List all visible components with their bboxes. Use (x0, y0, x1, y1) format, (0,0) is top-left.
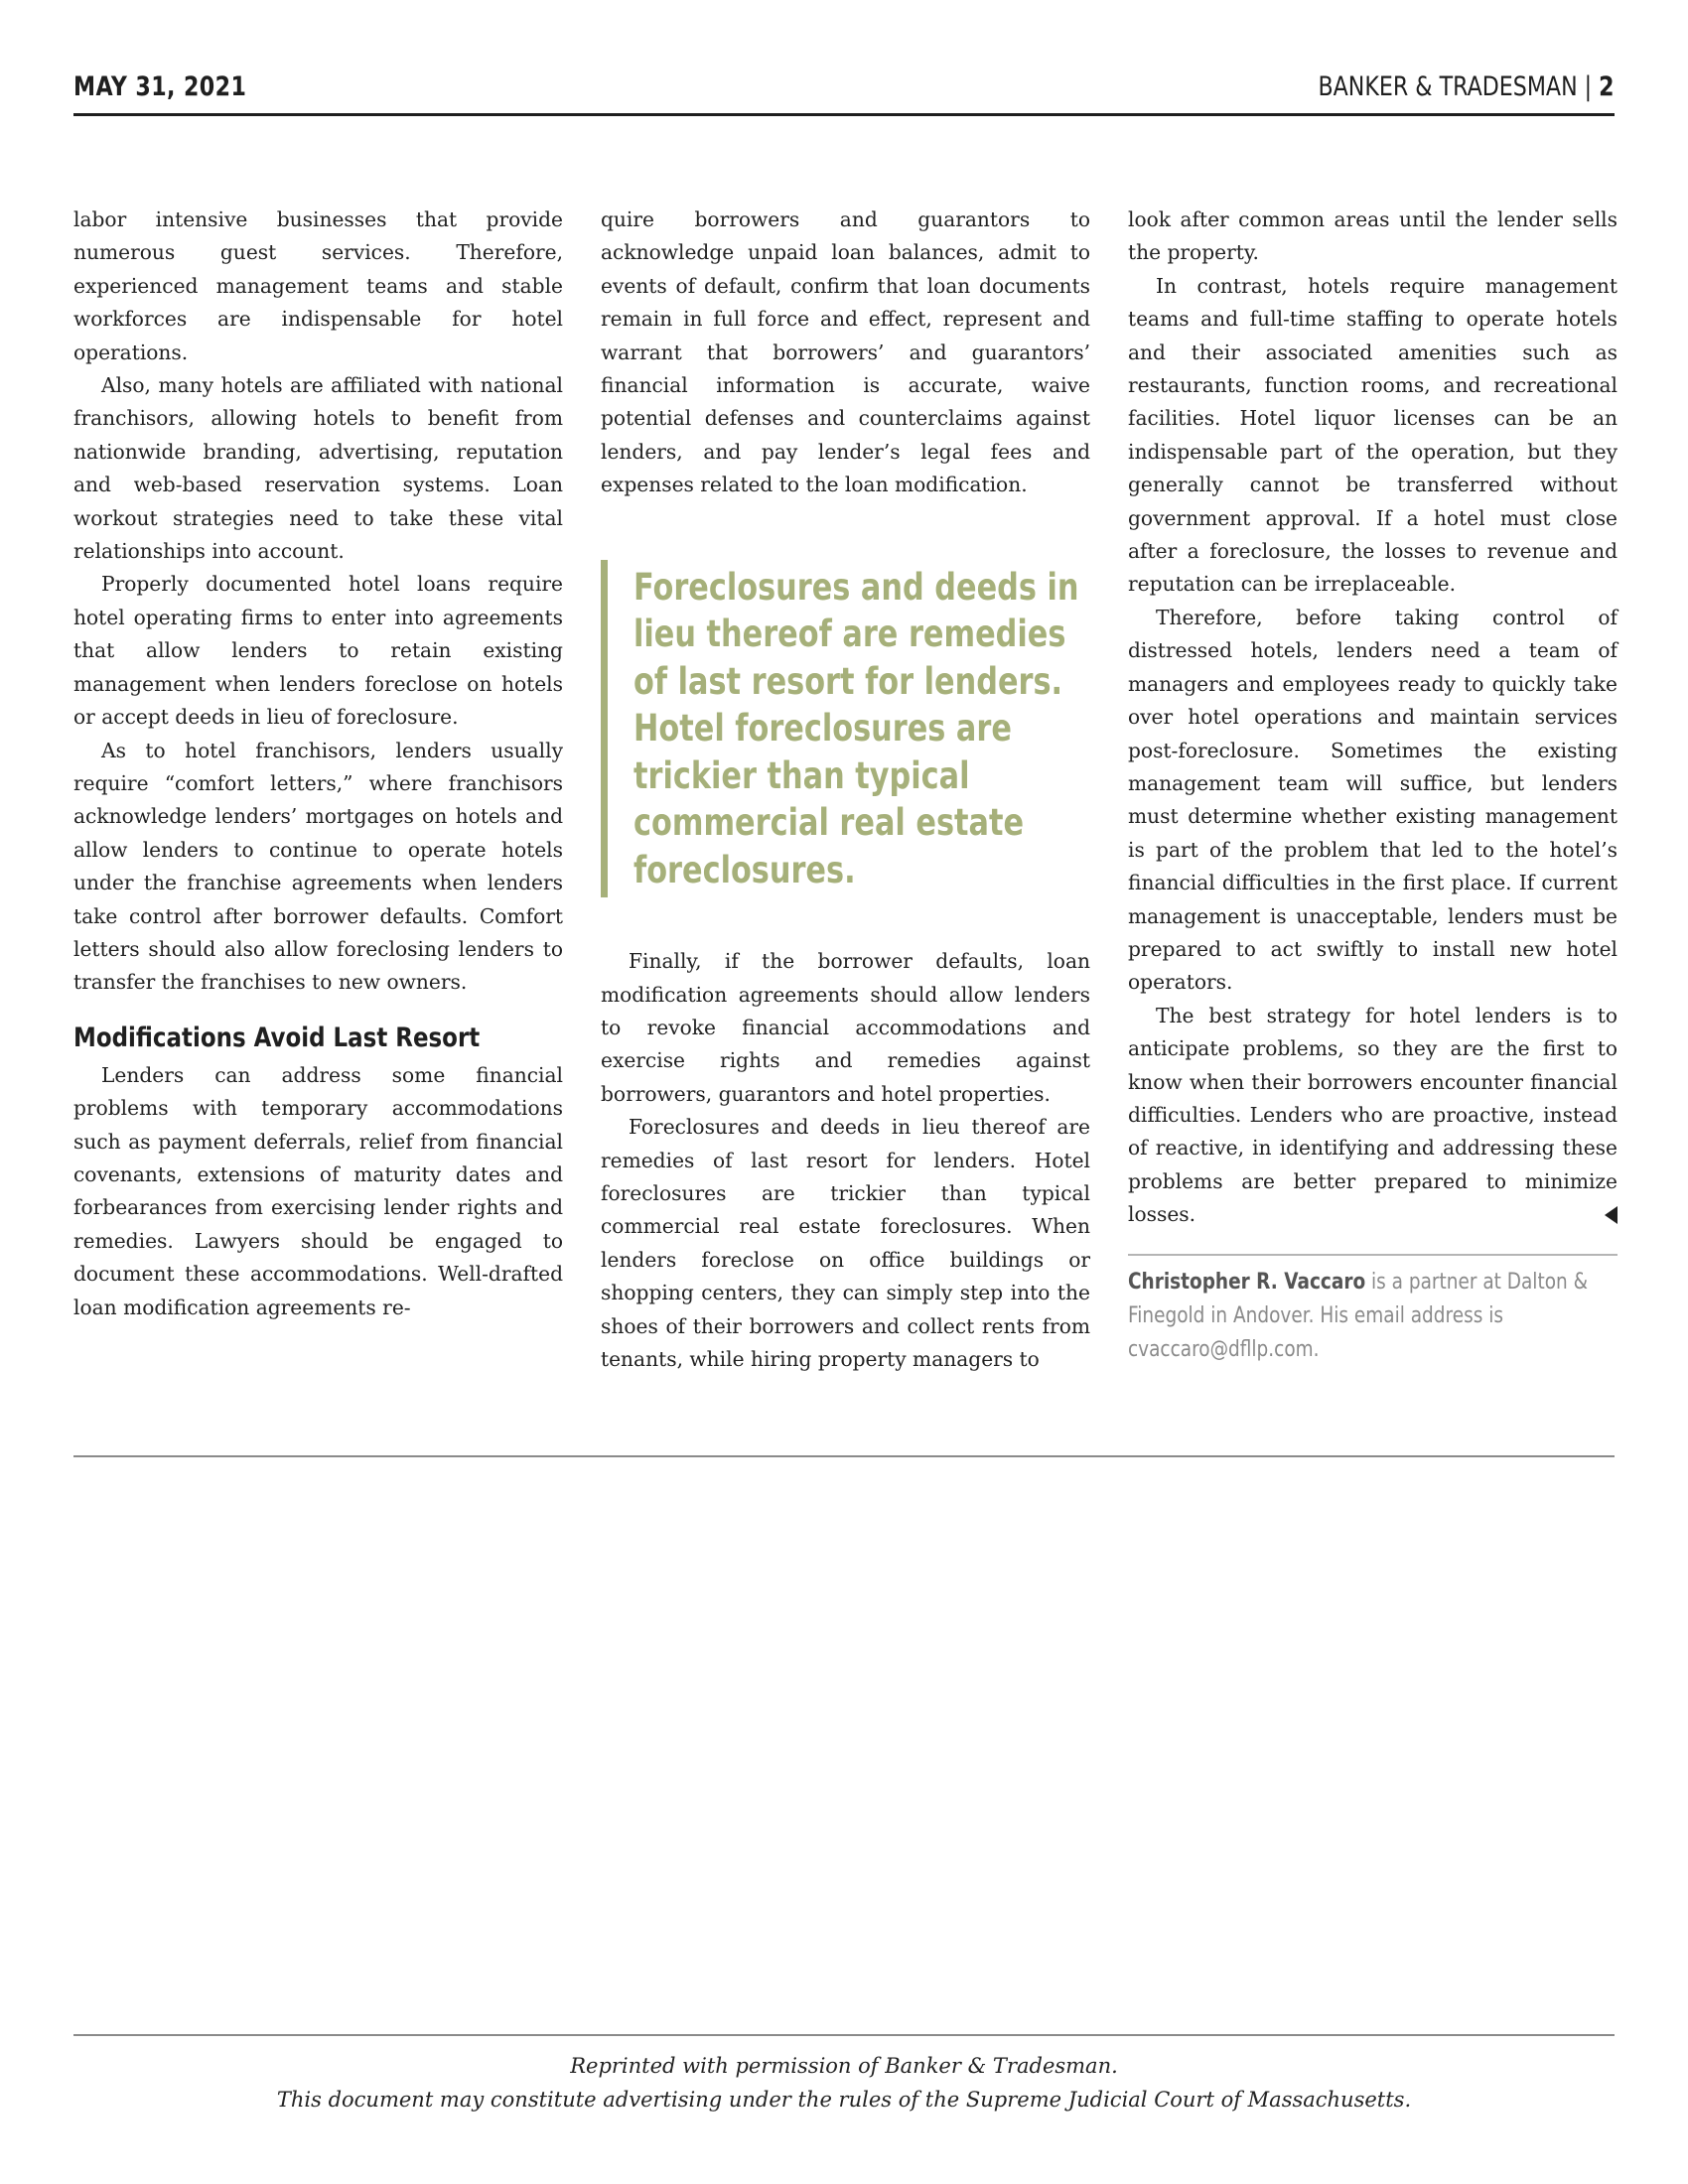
section-subhead: Modifications Avoid Last Resort (73, 1022, 481, 1053)
reprint-permission: Reprinted with permission of Banker & Tradesman. (570, 2054, 1118, 2078)
author-bio (1128, 1254, 1618, 1367)
footer-divider (73, 2034, 1615, 2036)
paragraph: Properly documented hotel loans require hotel operating firms to enter into agreements that allow lenders to retain existing management when lenders foreclose on hotels or accept deeds in lieu of foreclosure. (73, 572, 563, 730)
paragraph: Lenders can address some financial problems with temporary accommodations such as payment deferrals, relief from financial covenants, extensions of maturity dates and forbearances from exercising lender rights and remedies. Lawyers should be engaged to document these accommodations. Well-drafted loan modification agreements re- (73, 1062, 563, 1319)
paragraph: As to hotel franchisors, lenders usually require “comfort letters,” where franchisors acknowledge lenders’ mortgages on hotels and allow lenders to continue to operate hotels under the franchise agreements when lenders take control after borrower defaults. Comfort letters should also allow foreclosing lenders to transfer the franchises to new owners. (73, 738, 563, 995)
paragraph: Finally, if the borrower defaults, loan modification agreements should allow lenders to revoke financial accommodations and exercise rights and remedies against borrowers, guarantors and hotel properties. (601, 949, 1090, 1106)
author-name: Christopher R. Vaccaro (1128, 1269, 1366, 1295)
pull-quote (601, 560, 1090, 898)
article-column-3 (1128, 204, 1618, 1367)
advertising-disclaimer: This document may constitute advertising under the rules of the Supreme Judicial Court of Massachusetts. (276, 2088, 1412, 2112)
pull-quote-text: Foreclosures and deeds in lieu thereof are remedies of last resort for lenders. Hotel foreclosures are trickier than typical commercial real estate foreclosures. (633, 565, 1079, 891)
paragraph: labor intensive businesses that provide numerous guest services. Therefore, experienced management teams and stable workforces are indispensable for hotel operations. (73, 207, 563, 364)
page-number: 2 (1599, 71, 1615, 102)
paragraph-final (1128, 1000, 1618, 1232)
paragraph: Therefore, before taking control of distressed hotels, lenders need a team of managers and employees ready to quickly take over hotel operations and maintain services post-foreclosure. Sometimes the existing management team will suffice, but lenders must determine whether existing management is part of the problem that led to the hotel’s financial difficulties in the first place. If current management is unacceptable, lenders must be prepared to act swiftly to install new hotel operators. (1128, 605, 1618, 995)
author-bio-text: is a partner at Dalton & Finegold in Andover. His email address is cvaccaro@dfllp.com. (1128, 1269, 1588, 1362)
paragraph-text: The best strategy for hotel lenders is to anticipate problems, so they are the first to know when their borrowers encounter financial difficulties. Lenders who are proactive, instead of reactive, in identifying and addressing these problems are better prepared to minimize losses. (1128, 1003, 1618, 1227)
issue-date: MAY 31, 2021 (73, 71, 247, 102)
divider (73, 1455, 1615, 1457)
paragraph: Foreclosures and deeds in lieu thereof are remedies of last resort for lenders. Hotel foreclosures are trickier than typical commercial real estate foreclosures. When lenders foreclose on office buildings or shopping centers, they can simply step into the shoes of their borrowers and collect rents from tenants, while hiring property managers to (601, 1115, 1090, 1372)
paragraph: quire borrowers and guarantors to acknowledge unpaid loan balances, admit to events of default, confirm that loan documents remain in full force and effect, represent and warrant that borrowers’ and guarantors’ financial information is accurate, waive potential defenses and counterclaims against lenders, and pay lender’s legal fees and expenses related to the loan modification. (601, 207, 1090, 497)
publication-name: BANKER & TRADESMAN | (1318, 71, 1600, 102)
publication-and-page (1319, 71, 1615, 102)
article-column-1 (73, 204, 563, 1324)
masthead (73, 68, 1615, 116)
paragraph: Also, many hotels are affiliated with national franchisors, allowing hotels to benefit from nationwide branding, advertising, reputation and web-based reservation systems. Loan workout strategies need to take these vital relationships into account. (73, 373, 563, 564)
paragraph: look after common areas until the lender sells the property. (1128, 207, 1618, 265)
article-column-2 (601, 204, 1090, 1376)
reprint-notice (73, 2049, 1615, 2116)
paragraph: In contrast, hotels require management teams and full-time staffing to operate hotels and their associated amenities such as restaurants, function rooms, and recreational facilities. Hotel liquor licenses can be an indispensable part of the operation, but they generally cannot be transferred without government approval. If a hotel must close after a foreclosure, the losses to revenue and reputation can be irreplaceable. (1128, 273, 1618, 597)
end-of-story-icon (1605, 1206, 1618, 1224)
